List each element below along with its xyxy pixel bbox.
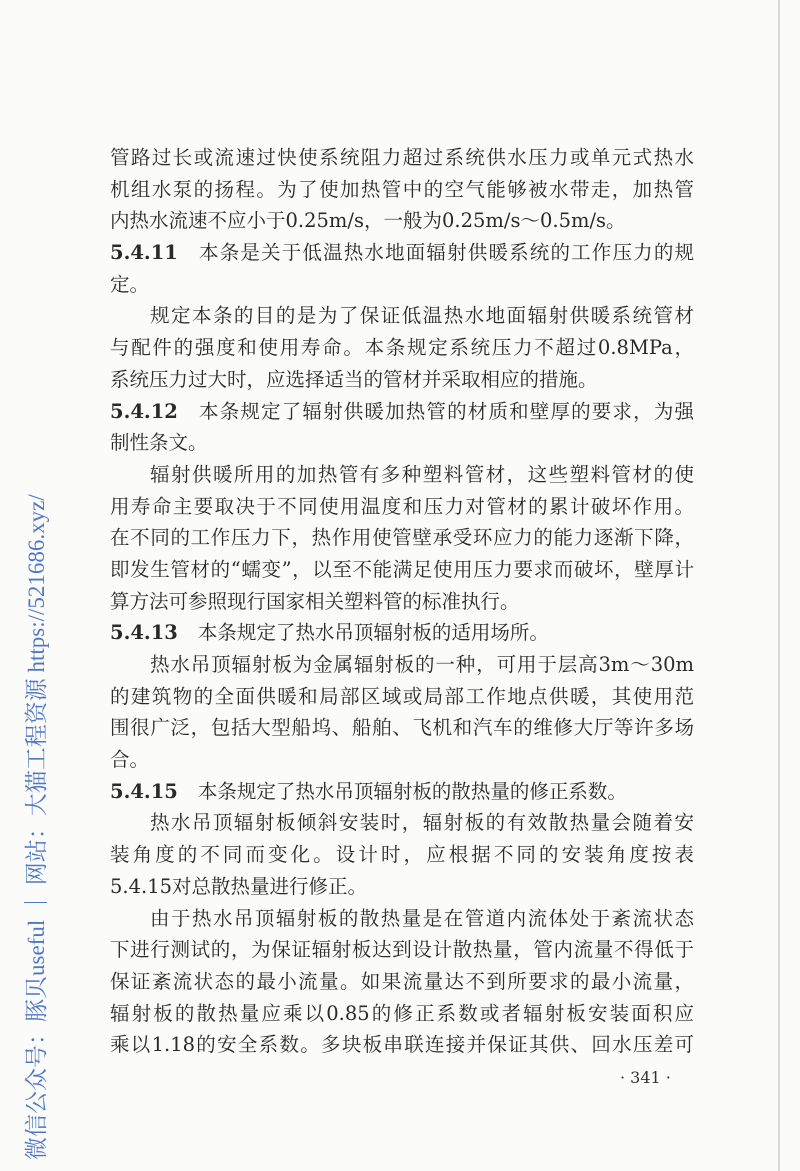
line-text: 规定本条的目的是为了保证低温热水地面辐射供暖系统管材 xyxy=(150,304,694,328)
line-text: 热水吊顶辐射板倾斜安装时，辐射板的有效散热量会随着安 xyxy=(150,811,694,835)
text-line xyxy=(110,839,694,871)
line-text: 围很广泛，包括大型船坞、船舶、飞机和汽车的维修大厅等许多场 xyxy=(110,716,694,740)
text-line xyxy=(110,712,694,744)
line-text: 辐射板的散热量应乘以0.85的修正系数或者辐射板安装面积应 xyxy=(110,1001,694,1025)
line-text: 乘以1.18的安全系数。多块板串联连接并保证其供、回水压差可 xyxy=(110,1033,694,1057)
text-line xyxy=(110,776,694,808)
line-text: 即发生管材的“蠕变”，以至不能满足使用压力要求而破坏，壁厚计 xyxy=(110,557,694,581)
text-line xyxy=(110,617,694,649)
text-line xyxy=(110,174,694,206)
text-line xyxy=(110,491,694,523)
text-line xyxy=(110,332,694,364)
line-text: 内热水流速不应小于0.25m/s，一般为0.25m/s～0.5m/s。 xyxy=(110,209,626,233)
text-line xyxy=(110,554,694,586)
clause-number: 5.4.15 xyxy=(110,779,178,803)
body-text xyxy=(110,142,694,1061)
page-number: · 341 · xyxy=(620,1068,671,1087)
line-text: 系统压力过大时，应选择适当的管材并采取相应的措施。 xyxy=(110,367,598,391)
text-line xyxy=(110,744,694,776)
line-text: 定。 xyxy=(110,272,150,296)
text-line xyxy=(110,269,694,301)
text-line xyxy=(110,998,694,1030)
text-line xyxy=(110,966,694,998)
text-line xyxy=(110,934,694,966)
line-text: 机组水泵的扬程。为了使加热管中的空气能够被水带走，加热管 xyxy=(110,177,694,201)
text-line xyxy=(110,1029,694,1061)
text-line xyxy=(110,807,694,839)
line-text: 管路过长或流速过快使系统阻力超过系统供水压力或单元式热水 xyxy=(110,146,694,169)
clause-number: 5.4.11 xyxy=(110,241,178,265)
line-text: 本条规定了辐射供暖加热管的材质和壁厚的要求，为强 xyxy=(197,399,694,423)
clause-number: 5.4.12 xyxy=(110,399,178,423)
text-line xyxy=(110,364,694,396)
text-line xyxy=(110,681,694,713)
text-line xyxy=(110,871,694,903)
text-line xyxy=(110,459,694,491)
text-line xyxy=(110,649,694,681)
line-text: 装角度的不同而变化。设计时，应根据不同的安装角度按表 xyxy=(110,843,694,867)
line-text: 用寿命主要取决于不同使用温度和压力对管材的累计破坏作用。 xyxy=(110,494,694,518)
line-text: 本条规定了热水吊顶辐射板的适用场所。 xyxy=(197,621,549,645)
line-text: 合。 xyxy=(110,748,150,772)
clause-number: 5.4.13 xyxy=(110,621,178,645)
line-text: 热水吊顶辐射板为金属辐射板的一种，可用于层高3m～30m xyxy=(150,653,694,676)
text-line xyxy=(110,396,694,428)
line-text: 辐射供暖所用的加热管有多种塑料管材，这些塑料管材的使 xyxy=(150,462,694,486)
text-line xyxy=(110,427,694,459)
line-text: 的建筑物的全面供暖和局部区域或局部工作地点供暖，其使用范 xyxy=(110,684,694,708)
text-line xyxy=(110,522,694,554)
line-text: 下进行测试的，为保证辐射板达到设计散热量，管内流量不得低于 xyxy=(110,938,694,962)
watermark: 微信公众号：豚贝useful ｜ 网站：大猫工程资源 https://521686.xyz/ xyxy=(24,494,49,1160)
text-line xyxy=(110,586,694,618)
line-text: 在不同的工作压力下，热作用使管壁承受环应力的能力逐渐下降， xyxy=(110,526,694,550)
page-edge xyxy=(778,0,780,1171)
line-text: 算方法可参照现行国家相关塑料管的标准执行。 xyxy=(110,589,520,613)
text-line xyxy=(110,142,694,174)
line-text: 本条是关于低温热水地面辐射供暖系统的工作压力的规 xyxy=(197,241,694,265)
line-text: 由于热水吊顶辐射板的散热量是在管道内流体处于紊流状态 xyxy=(150,906,694,930)
text-line xyxy=(110,903,694,935)
line-text: 制性条文。 xyxy=(110,431,208,455)
text-line xyxy=(110,300,694,332)
text-line xyxy=(110,237,694,269)
text-line xyxy=(110,205,694,237)
line-text: 与配件的强度和使用寿命。本条规定系统压力不超过0.8MPa， xyxy=(110,336,694,360)
line-text: 5.4.15对总散热量进行修正。 xyxy=(110,874,368,898)
line-text: 保证紊流状态的最小流量。如果流量达不到所要求的最小流量， xyxy=(110,969,694,993)
line-text: 本条规定了热水吊顶辐射板的散热量的修正系数。 xyxy=(197,779,627,803)
